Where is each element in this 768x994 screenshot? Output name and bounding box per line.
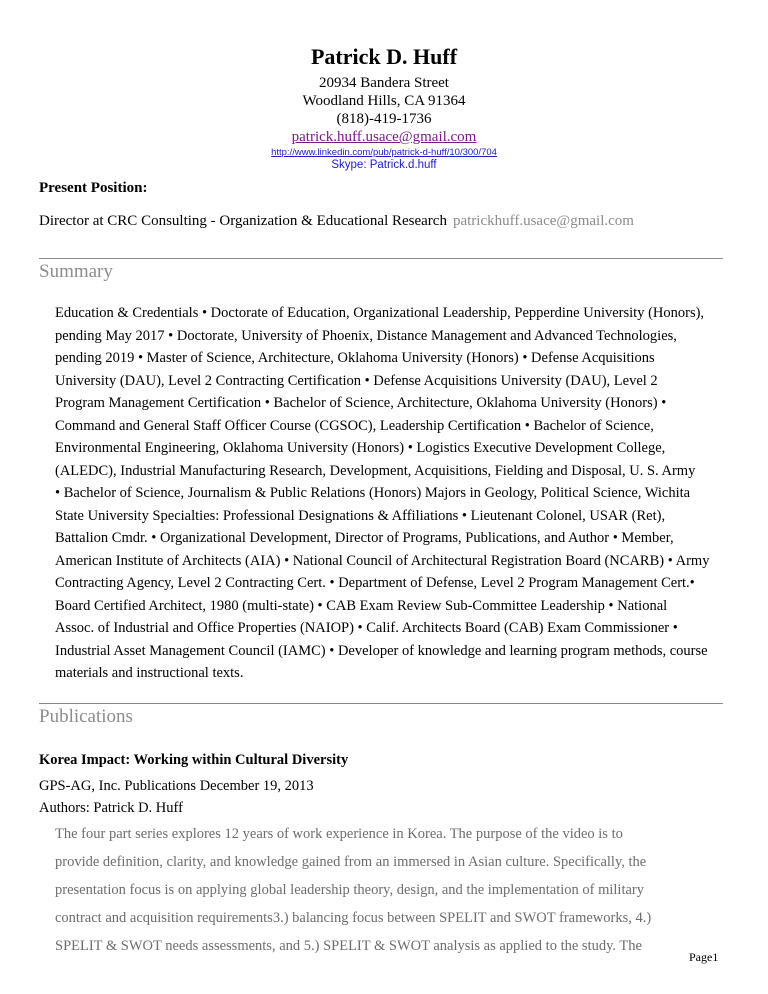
phone-number: (818)-419-1736 xyxy=(336,111,432,127)
skype-handle: Skype: Patrick.d.huff xyxy=(331,159,437,171)
position-email: patrickhuff.usace@gmail.com xyxy=(452,213,634,229)
description-line: presentation focus is on applying global leadership theory, design, and the implementation of military xyxy=(55,882,644,898)
position-title: Director at CRC Consulting - Organization & Educational Research xyxy=(39,213,447,229)
description-line: provide definition, clarity, and knowledge gained from an immersed in Asian culture. Specifically, the xyxy=(55,854,647,870)
summary-line: Environmental Engineering, Oklahoma University (Honors) • Logistics Executive Development College, xyxy=(55,440,666,456)
summary-heading: Summary xyxy=(39,261,113,282)
street-address: 20934 Bandera Street xyxy=(319,75,449,91)
summary-line: University (DAU), Level 2 Contracting Certification • Defense Acquisitions University (DAU), Level 2 xyxy=(55,372,658,389)
summary-line: Contracting Agency, Level 2 Contracting Cert. • Department of Defense, Level 2 Program Management Cert.• xyxy=(55,575,695,591)
publication-title: Korea Impact: Working within Cultural Diversity xyxy=(39,752,349,768)
publication-description xyxy=(55,820,735,960)
summary-line: Command and General Staff Officer Course (CGSOC), Leadership Certification • Bachelor of Science, xyxy=(55,417,654,434)
summary-line: pending May 2017 • Doctorate, University of Phoenix, Distance Management and Advanced Technologies, xyxy=(55,327,677,344)
publication-publisher: GPS-AG, Inc. Publications December 19, 2013 xyxy=(39,778,314,794)
summary-line: Assoc. of Industrial and Office Properties (NAIOP) • Calif. Architects Board (CAB) Exam Commissioner • xyxy=(55,620,678,636)
divider xyxy=(39,703,723,704)
present-position-label: Present Position: xyxy=(39,180,148,196)
contact-block xyxy=(0,74,768,146)
summary-line: • Bachelor of Science, Journalism & Public Relations (Honors) Majors in Geology, Political Science, Wichita xyxy=(55,485,691,501)
summary-line: State University Specialties: Professional Designations & Affiliations • Lieutenant Colonel, USAR (Ret), xyxy=(55,507,666,524)
summary-line: materials and instructional texts. xyxy=(55,665,244,681)
email-link[interactable]: patrick.huff.usace@gmail.com xyxy=(291,129,477,145)
description-line: The four part series explores 12 years of work experience in Korea. The purpose of the video is to xyxy=(55,826,623,842)
city-address: Woodland Hills, CA 91364 xyxy=(302,93,466,109)
summary-line: Battalion Cmdr. • Organizational Development, Director of Programs, Publications, and Author • Member, xyxy=(55,530,674,546)
linkedin-link[interactable]: http://www.linkedin.com/pub/patrick-d-huff/10/300/704 xyxy=(271,147,497,158)
present-position xyxy=(39,213,634,230)
description-line: contract and acquisition requirements3.) balancing focus between SPELIT and SWOT frameworks, 4.) xyxy=(55,910,652,926)
summary-line: Industrial Asset Management Council (IAMC) • Developer of knowledge and learning program methods, course xyxy=(55,642,708,659)
summary-line: Board Certified Architect, 1980 (multi-state) • CAB Exam Review Sub-Committee Leadership • National xyxy=(55,597,668,614)
summary-line: Education & Credentials • Doctorate of Education, Organizational Leadership, Pepperdine University (Honors), xyxy=(55,305,705,321)
description-line: SPELIT & SWOT needs assessments, and 5.) SPELIT & SWOT analysis as applied to the study. The xyxy=(55,938,642,954)
summary-text xyxy=(55,302,737,685)
publication-authors: Authors: Patrick D. Huff xyxy=(39,800,183,816)
summary-line: Program Management Certification • Bachelor of Science, Architecture, Oklahoma University (Honors) • xyxy=(55,395,667,411)
candidate-name: Patrick D. Huff xyxy=(310,44,458,69)
publications-heading: Publications xyxy=(39,706,133,727)
page-number: Page1 xyxy=(689,950,719,964)
publication-info xyxy=(39,775,314,819)
summary-line: American Institute of Architects (AIA) • National Council of Architectural Registration Board (NCARB) • Army xyxy=(55,552,710,569)
divider xyxy=(39,258,723,259)
summary-line: (ALEDC), Industrial Manufacturing Research, Development, Acquisitions, Fielding and Disposal, U. S. Army xyxy=(55,462,696,479)
summary-line: pending 2019 • Master of Science, Architecture, Oklahoma University (Honors) • Defense Acquisitions xyxy=(55,350,655,366)
